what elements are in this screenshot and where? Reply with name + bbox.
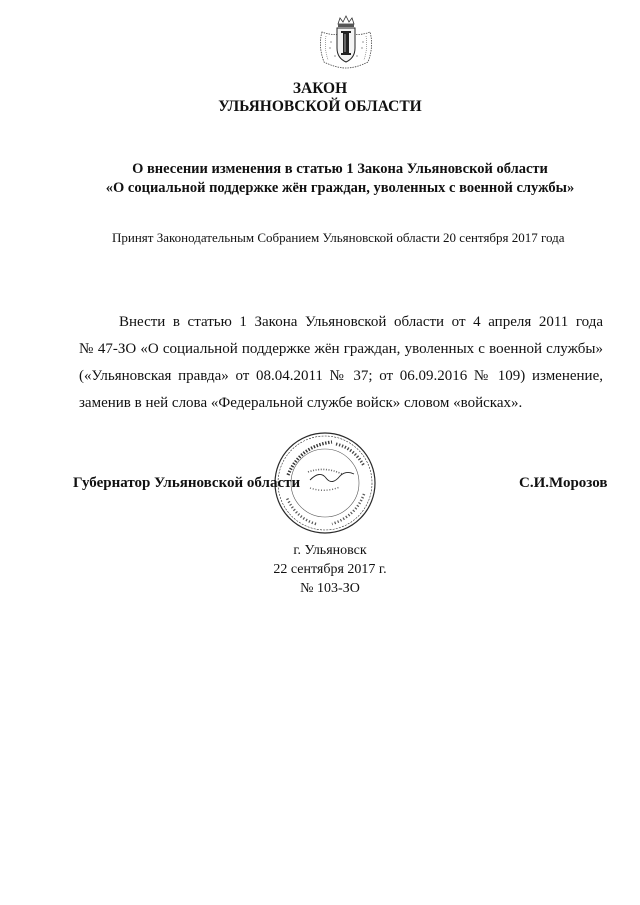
law-heading: ЗАКОН <box>292 80 348 97</box>
body-paragraph-line-4: заменив в ней слова «Федеральной службе войск» словом «войсках». <box>79 395 523 411</box>
body-paragraph-line-3: («Ульяновская правда» от 08.04.2011 № 37; от 06.09.2016 № 109) изменение, <box>79 368 603 384</box>
signatory-position: Губернатор Ульяновской области <box>73 475 301 491</box>
law-title-line-1: О внесении изменения в статью 1 Закона Ульяновской области <box>132 161 548 177</box>
body-paragraph-line-1: Внести в статью 1 Закона Ульяновской области от 4 апреля 2011 года <box>119 314 603 330</box>
law-title-line-2: «О социальной поддержке жён граждан, уволенных с военной службы» <box>105 180 575 196</box>
law-number: № 103-ЗО <box>300 581 360 596</box>
adoption-note: Принят Законодательным Собранием Ульяновской области 20 сентября 2017 года <box>112 230 565 245</box>
region-heading: УЛЬЯНОВСКОЙ ОБЛАСТИ <box>218 98 422 115</box>
place-of-signing: г. Ульяновск <box>293 543 367 558</box>
signing-date: 22 сентября 2017 г. <box>273 562 387 577</box>
body-paragraph-line-2: № 47-ЗО «О социальной поддержке жён граждан, уволенных с военной службы» <box>79 341 603 357</box>
signatory-name: С.И.Морозов <box>519 475 608 491</box>
coat-of-arms-icon <box>314 12 378 70</box>
